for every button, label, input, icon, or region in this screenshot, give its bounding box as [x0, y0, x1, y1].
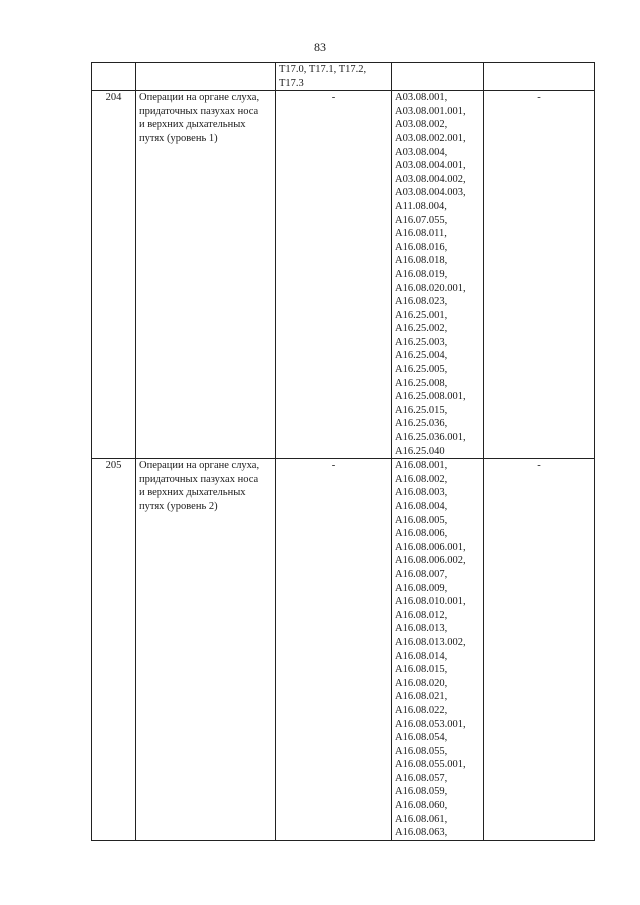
service-code-line: A03.08.002.001,: [395, 132, 466, 144]
service-codes-cell: [392, 63, 484, 91]
row-name-line: и верхних дыхательных: [139, 119, 246, 131]
service-code-line: A16.08.061,: [395, 813, 448, 825]
other-cell: -: [484, 459, 595, 841]
diagnosis-codes-cell: [276, 63, 392, 91]
diagnosis-code-line: T17.3: [279, 77, 304, 89]
service-code-line: A16.08.013,: [395, 623, 448, 635]
row-name-line: путях (уровень 1): [139, 132, 218, 144]
service-code-line: A03.08.001.001,: [395, 105, 466, 117]
service-code-line: A16.08.006.001,: [395, 541, 466, 553]
service-code-line: A16.08.012,: [395, 609, 448, 621]
service-code-line: A11.08.004,: [395, 200, 447, 212]
service-code-line: A16.25.001,: [395, 309, 448, 321]
service-code-line: A16.08.021,: [395, 691, 448, 703]
service-code-line: A16.08.020,: [395, 677, 448, 689]
other-cell: -: [484, 91, 595, 459]
service-code-line: A16.08.023,: [395, 296, 448, 308]
service-code-line: A03.08.001,: [395, 92, 448, 104]
service-codes-cell: [392, 459, 484, 841]
service-code-line: A16.08.020.001,: [395, 282, 466, 294]
row-name-line: придаточных пазухах носа: [139, 105, 259, 117]
service-code-line: A16.25.004,: [395, 350, 448, 362]
service-code-line: A16.08.007,: [395, 568, 448, 580]
service-code-line: A16.08.013.002,: [395, 636, 466, 648]
service-code-line: A16.25.008,: [395, 377, 448, 389]
diagnosis-code-line: T17.0, T17.1, T17.2,: [279, 64, 367, 75]
service-code-line: A03.08.002,: [395, 119, 448, 131]
service-code-line: A16.25.036.001,: [395, 432, 466, 444]
service-code-line: A16.25.003,: [395, 336, 448, 348]
row-number-cell: 204: [92, 91, 136, 459]
service-code-line: A16.08.002,: [395, 473, 448, 485]
service-code-line: A16.08.022,: [395, 704, 448, 716]
document-table: [91, 62, 595, 841]
service-code-line: A16.08.019,: [395, 268, 448, 280]
service-code-line: A16.08.055,: [395, 745, 448, 757]
service-code-line: A16.08.004,: [395, 501, 448, 512]
service-code-line: A16.25.036,: [395, 418, 448, 430]
table-row: [92, 91, 595, 459]
service-code-line: A16.08.016,: [395, 241, 448, 253]
service-code-line: A16.08.006.002,: [395, 555, 466, 567]
diagnosis-codes-cell: -: [276, 91, 392, 459]
row-name-line: Операции на органе слуха,: [139, 460, 260, 472]
row-number-cell: [92, 63, 136, 91]
row-number-cell: 205: [92, 459, 136, 841]
service-code-line: A16.08.003,: [395, 487, 448, 499]
row-name-cell: [136, 459, 276, 841]
service-code-line: A16.08.005,: [395, 514, 448, 526]
service-code-line: A03.08.004.001,: [395, 160, 466, 172]
service-code-line: A16.08.060,: [395, 800, 448, 812]
service-code-line: A16.08.063,: [395, 827, 448, 839]
service-code-line: A16.08.001,: [395, 460, 448, 472]
service-code-line: A16.25.040: [395, 445, 445, 457]
page-number: 83: [314, 40, 326, 54]
row-name-line: придаточных пазухах носа: [139, 473, 259, 485]
service-code-line: A16.08.014,: [395, 650, 448, 662]
service-code-line: A03.08.004.002,: [395, 173, 466, 185]
service-code-line: A03.08.004.003,: [395, 187, 466, 199]
service-code-line: A03.08.004,: [395, 146, 448, 158]
service-code-line: A16.08.009,: [395, 582, 448, 594]
service-code-line: A16.08.054,: [395, 732, 448, 744]
row-name-line: путях (уровень 2): [139, 501, 218, 512]
service-code-line: A16.08.011,: [395, 228, 447, 240]
service-code-line: A16.08.015,: [395, 664, 448, 676]
service-code-line: A16.08.018,: [395, 255, 448, 267]
service-code-line: A16.08.010.001,: [395, 596, 466, 608]
row-name-line: и верхних дыхательных: [139, 487, 246, 499]
service-code-line: A16.25.002,: [395, 323, 448, 335]
service-code-line: A16.08.006,: [395, 528, 448, 540]
diagnosis-codes-cell: -: [276, 459, 392, 841]
table-row-continuation: [92, 63, 595, 91]
service-code-line: A16.08.053.001,: [395, 718, 466, 730]
other-cell: [484, 63, 595, 91]
service-code-line: A16.07.055,: [395, 214, 448, 226]
table-row: [92, 459, 595, 841]
service-code-line: A16.25.005,: [395, 364, 448, 376]
row-name-cell: [136, 91, 276, 459]
service-code-line: A16.25.015,: [395, 404, 448, 416]
service-code-line: A16.08.059,: [395, 786, 448, 798]
row-name-line: Операции на органе слуха,: [139, 92, 260, 104]
row-name-cell: [136, 63, 276, 91]
service-code-line: A16.08.057,: [395, 772, 448, 784]
service-codes-cell: [392, 91, 484, 459]
service-code-line: A16.25.008.001,: [395, 391, 466, 403]
service-code-line: A16.08.055.001,: [395, 759, 466, 771]
